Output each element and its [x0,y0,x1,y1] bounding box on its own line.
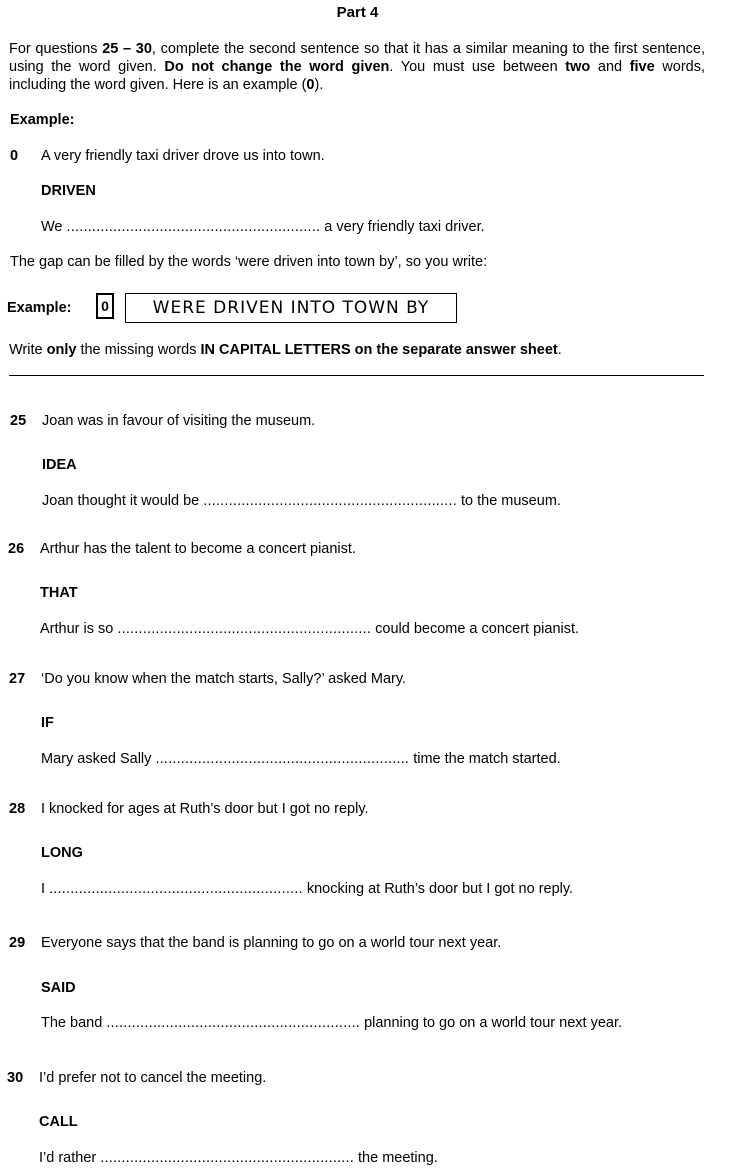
example-box-number: 0 [96,293,114,319]
question-gap-sentence: Mary asked Sally ............................................................ time the match started. [41,751,561,767]
question-number: 28 [9,801,26,817]
example-heading: Example: [10,112,75,128]
question-key-word: SAID [41,980,76,996]
question-sentence: I’d prefer not to cancel the meeting. [39,1070,267,1086]
question-number: 30 [7,1070,24,1086]
example-box-label: Example: [7,300,72,316]
question-gap-sentence: Arthur is so ............................................................ could become a concert pianist. [40,621,580,637]
question-sentence: Arthur has the talent to become a concert pianist. [40,541,356,557]
example-sentence: A very friendly taxi driver drove us into town. [41,148,325,164]
part-title: Part 4 [336,4,379,21]
question-number: 26 [8,541,25,557]
example-explanation: The gap can be filled by the words ‘were driven into town by’, so you write: [10,254,488,270]
example-box-answer: WERE DRIVEN INTO TOWN BY [125,293,457,323]
question-key-word: THAT [40,585,78,601]
example-key-word: DRIVEN [41,183,96,199]
instructions: For questions 25 – 30, complete the second sentence so that it has a similar meaning to the first sentence, using the word given. Do not change the word given. You must use between two and five words, including the word given. Here is an example (0). [9,41,706,93]
question-gap-sentence: Joan thought it would be ............................................................ to the museum. [42,493,561,509]
question-number: 27 [9,671,26,687]
question-sentence: ‘Do you know when the match starts, Sally?’ asked Mary. [41,671,407,687]
question-number: 25 [10,413,27,429]
question-gap-sentence: I ............................................................ knocking at Ruth’s door but I got no reply. [41,881,574,897]
question-gap-sentence: I’d rather ............................................................ the meeting. [39,1150,438,1166]
question-key-word: IF [41,715,54,731]
divider [9,375,704,376]
question-sentence: Everyone says that the band is planning to go on a world tour next year. [41,935,502,951]
question-number: 29 [9,935,26,951]
example-gap-sentence: We ............................................................ a very friendly taxi driver. [41,219,485,235]
question-gap-sentence: The band ............................................................ planning to go on a world tour next year. [41,1015,623,1031]
question-key-word: CALL [39,1114,78,1130]
question-sentence: Joan was in favour of visiting the museum. [42,413,316,429]
question-key-word: LONG [41,845,83,861]
answer-instruction: Write only the missing words IN CAPITAL LETTERS on the separate answer sheet. [9,342,562,358]
question-sentence: I knocked for ages at Ruth’s door but I got no reply. [41,801,369,817]
question-key-word: IDEA [42,457,77,473]
example-number: 0 [10,148,19,164]
